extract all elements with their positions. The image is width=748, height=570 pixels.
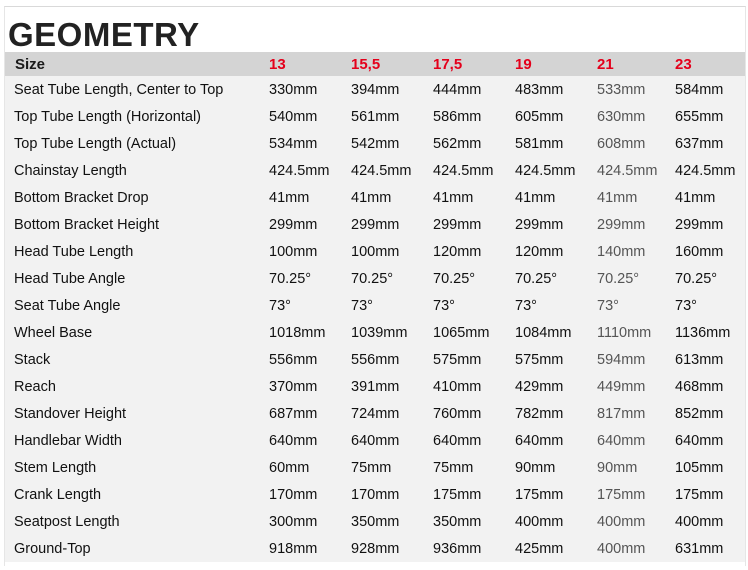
cell-value: 444mm xyxy=(433,81,482,98)
cell-value: 299mm xyxy=(433,216,482,233)
cell-value: 918mm xyxy=(269,540,318,557)
cell-value: 299mm xyxy=(269,216,318,233)
cell-value: 400mm xyxy=(515,513,564,530)
cell-value: 542mm xyxy=(351,135,400,152)
cell-value: 630mm xyxy=(597,108,646,125)
cell-value: 70.25° xyxy=(675,270,718,287)
cell-value: 608mm xyxy=(597,135,646,152)
cell-value: 533mm xyxy=(597,81,646,98)
cell-value: 936mm xyxy=(433,540,482,557)
cell-value: 631mm xyxy=(675,540,724,557)
table-row xyxy=(5,481,745,508)
cell-value: 760mm xyxy=(433,405,482,422)
cell-value: 41mm xyxy=(269,189,310,206)
geometry-table xyxy=(5,52,745,562)
cell-value: 73° xyxy=(351,297,373,314)
cell-value: 1018mm xyxy=(269,324,326,341)
cell-value: 575mm xyxy=(515,351,564,368)
cell-value: 534mm xyxy=(269,135,318,152)
cell-value: 350mm xyxy=(351,513,400,530)
table-row xyxy=(5,427,745,454)
cell-value: 175mm xyxy=(597,486,646,503)
row-label: Seat Tube Length, Center to Top xyxy=(14,81,224,98)
cell-value: 120mm xyxy=(433,243,482,260)
cell-value: 175mm xyxy=(675,486,724,503)
table-row xyxy=(5,508,745,535)
cell-value: 655mm xyxy=(675,108,724,125)
row-label: Reach xyxy=(14,378,56,395)
cell-value: 41mm xyxy=(433,189,474,206)
cell-value: 1084mm xyxy=(515,324,572,341)
cell-value: 928mm xyxy=(351,540,400,557)
row-label: Standover Height xyxy=(14,405,127,422)
cell-value: 424.5mm xyxy=(597,162,658,179)
table-row xyxy=(5,157,745,184)
table-row xyxy=(5,373,745,400)
cell-value: 817mm xyxy=(597,405,646,422)
cell-value: 73° xyxy=(515,297,537,314)
cell-value: 300mm xyxy=(269,513,318,530)
cell-value: 561mm xyxy=(351,108,400,125)
cell-value: 1065mm xyxy=(433,324,490,341)
cell-value: 41mm xyxy=(515,189,556,206)
table-row xyxy=(5,211,745,238)
cell-value: 70.25° xyxy=(433,270,476,287)
cell-value: 394mm xyxy=(351,81,400,98)
row-label: Seatpost Length xyxy=(14,513,120,530)
cell-value: 483mm xyxy=(515,81,564,98)
cell-value: 586mm xyxy=(433,108,482,125)
cell-value: 613mm xyxy=(675,351,724,368)
size-header-15-5: 15,5 xyxy=(351,55,381,73)
cell-value: 594mm xyxy=(597,351,646,368)
cell-value: 400mm xyxy=(597,513,646,530)
table-header-row xyxy=(5,52,745,76)
cell-value: 687mm xyxy=(269,405,318,422)
cell-value: 424.5mm xyxy=(515,162,576,179)
cell-value: 640mm xyxy=(515,432,564,449)
cell-value: 160mm xyxy=(675,243,724,260)
cell-value: 100mm xyxy=(351,243,400,260)
row-label: Bottom Bracket Height xyxy=(14,216,160,233)
cell-value: 41mm xyxy=(351,189,392,206)
row-label: Head Tube Angle xyxy=(14,270,126,287)
cell-value: 299mm xyxy=(597,216,646,233)
size-header-17-5: 17,5 xyxy=(433,55,463,73)
row-label: Wheel Base xyxy=(14,324,93,341)
cell-value: 75mm xyxy=(351,459,392,476)
size-header-21: 21 xyxy=(597,55,614,73)
cell-value: 299mm xyxy=(675,216,724,233)
cell-value: 640mm xyxy=(433,432,482,449)
table-row xyxy=(5,265,745,292)
cell-value: 562mm xyxy=(433,135,482,152)
cell-value: 100mm xyxy=(269,243,318,260)
table-body xyxy=(5,76,745,562)
cell-value: 424.5mm xyxy=(675,162,736,179)
cell-value: 70.25° xyxy=(597,270,640,287)
cell-value: 75mm xyxy=(433,459,474,476)
row-label: Ground-Top xyxy=(14,540,91,557)
cell-value: 105mm xyxy=(675,459,724,476)
cell-value: 449mm xyxy=(597,378,646,395)
row-label: Bottom Bracket Drop xyxy=(14,189,149,206)
cell-value: 60mm xyxy=(269,459,310,476)
cell-value: 575mm xyxy=(433,351,482,368)
cell-value: 424.5mm xyxy=(269,162,330,179)
cell-value: 350mm xyxy=(433,513,482,530)
cell-value: 140mm xyxy=(597,243,646,260)
cell-value: 724mm xyxy=(351,405,400,422)
cell-value: 90mm xyxy=(597,459,638,476)
table-row xyxy=(5,535,745,562)
cell-value: 540mm xyxy=(269,108,318,125)
cell-value: 175mm xyxy=(515,486,564,503)
cell-value: 370mm xyxy=(269,378,318,395)
cell-value: 330mm xyxy=(269,81,318,98)
cell-value: 70.25° xyxy=(269,270,312,287)
cell-value: 1039mm xyxy=(351,324,408,341)
size-header-19: 19 xyxy=(515,55,532,73)
cell-value: 637mm xyxy=(675,135,724,152)
row-label: Top Tube Length (Actual) xyxy=(14,135,177,152)
cell-value: 581mm xyxy=(515,135,564,152)
cell-value: 640mm xyxy=(675,432,724,449)
cell-value: 73° xyxy=(675,297,697,314)
cell-value: 640mm xyxy=(269,432,318,449)
table-row xyxy=(5,103,745,130)
cell-value: 41mm xyxy=(597,189,638,206)
row-label: Handlebar Width xyxy=(14,432,122,449)
size-header-23: 23 xyxy=(675,55,692,73)
size-header-13: 13 xyxy=(269,55,286,73)
cell-value: 424.5mm xyxy=(433,162,494,179)
row-label: Stack xyxy=(14,351,51,368)
cell-value: 400mm xyxy=(597,540,646,557)
cell-value: 852mm xyxy=(675,405,724,422)
row-label: Seat Tube Angle xyxy=(14,297,121,314)
cell-value: 70.25° xyxy=(351,270,394,287)
cell-value: 170mm xyxy=(269,486,318,503)
cell-value: 782mm xyxy=(515,405,564,422)
table-row xyxy=(5,130,745,157)
cell-value: 1136mm xyxy=(675,324,731,341)
page-title: GEOMETRY xyxy=(8,16,200,53)
cell-value: 299mm xyxy=(351,216,400,233)
cell-value: 73° xyxy=(597,297,619,314)
cell-value: 90mm xyxy=(515,459,556,476)
cell-value: 41mm xyxy=(675,189,716,206)
table-row xyxy=(5,454,745,481)
cell-value: 391mm xyxy=(351,378,400,395)
cell-value: 410mm xyxy=(433,378,482,395)
table-row xyxy=(5,400,745,427)
table-row xyxy=(5,184,745,211)
cell-value: 170mm xyxy=(351,486,400,503)
table-row xyxy=(5,292,745,319)
cell-value: 424.5mm xyxy=(351,162,412,179)
table-row xyxy=(5,346,745,373)
cell-value: 584mm xyxy=(675,81,724,98)
row-label: Head Tube Length xyxy=(14,243,134,260)
table-row xyxy=(5,76,745,103)
size-column-header: Size xyxy=(15,55,46,73)
cell-value: 73° xyxy=(433,297,455,314)
row-label: Chainstay Length xyxy=(14,162,127,179)
cell-value: 73° xyxy=(269,297,291,314)
table-row xyxy=(5,238,745,265)
cell-value: 556mm xyxy=(351,351,400,368)
row-label: Crank Length xyxy=(14,486,102,503)
cell-value: 605mm xyxy=(515,108,564,125)
cell-value: 425mm xyxy=(515,540,564,557)
cell-value: 429mm xyxy=(515,378,564,395)
cell-value: 556mm xyxy=(269,351,318,368)
cell-value: 299mm xyxy=(515,216,564,233)
row-label: Top Tube Length (Horizontal) xyxy=(14,108,201,125)
cell-value: 120mm xyxy=(515,243,564,260)
cell-value: 640mm xyxy=(351,432,400,449)
cell-value: 70.25° xyxy=(515,270,558,287)
cell-value: 175mm xyxy=(433,486,482,503)
row-label: Stem Length xyxy=(14,459,97,476)
table-row xyxy=(5,319,745,346)
cell-value: 640mm xyxy=(597,432,646,449)
cell-value: 400mm xyxy=(675,513,724,530)
cell-value: 1110mm xyxy=(597,324,652,341)
cell-value: 468mm xyxy=(675,378,724,395)
